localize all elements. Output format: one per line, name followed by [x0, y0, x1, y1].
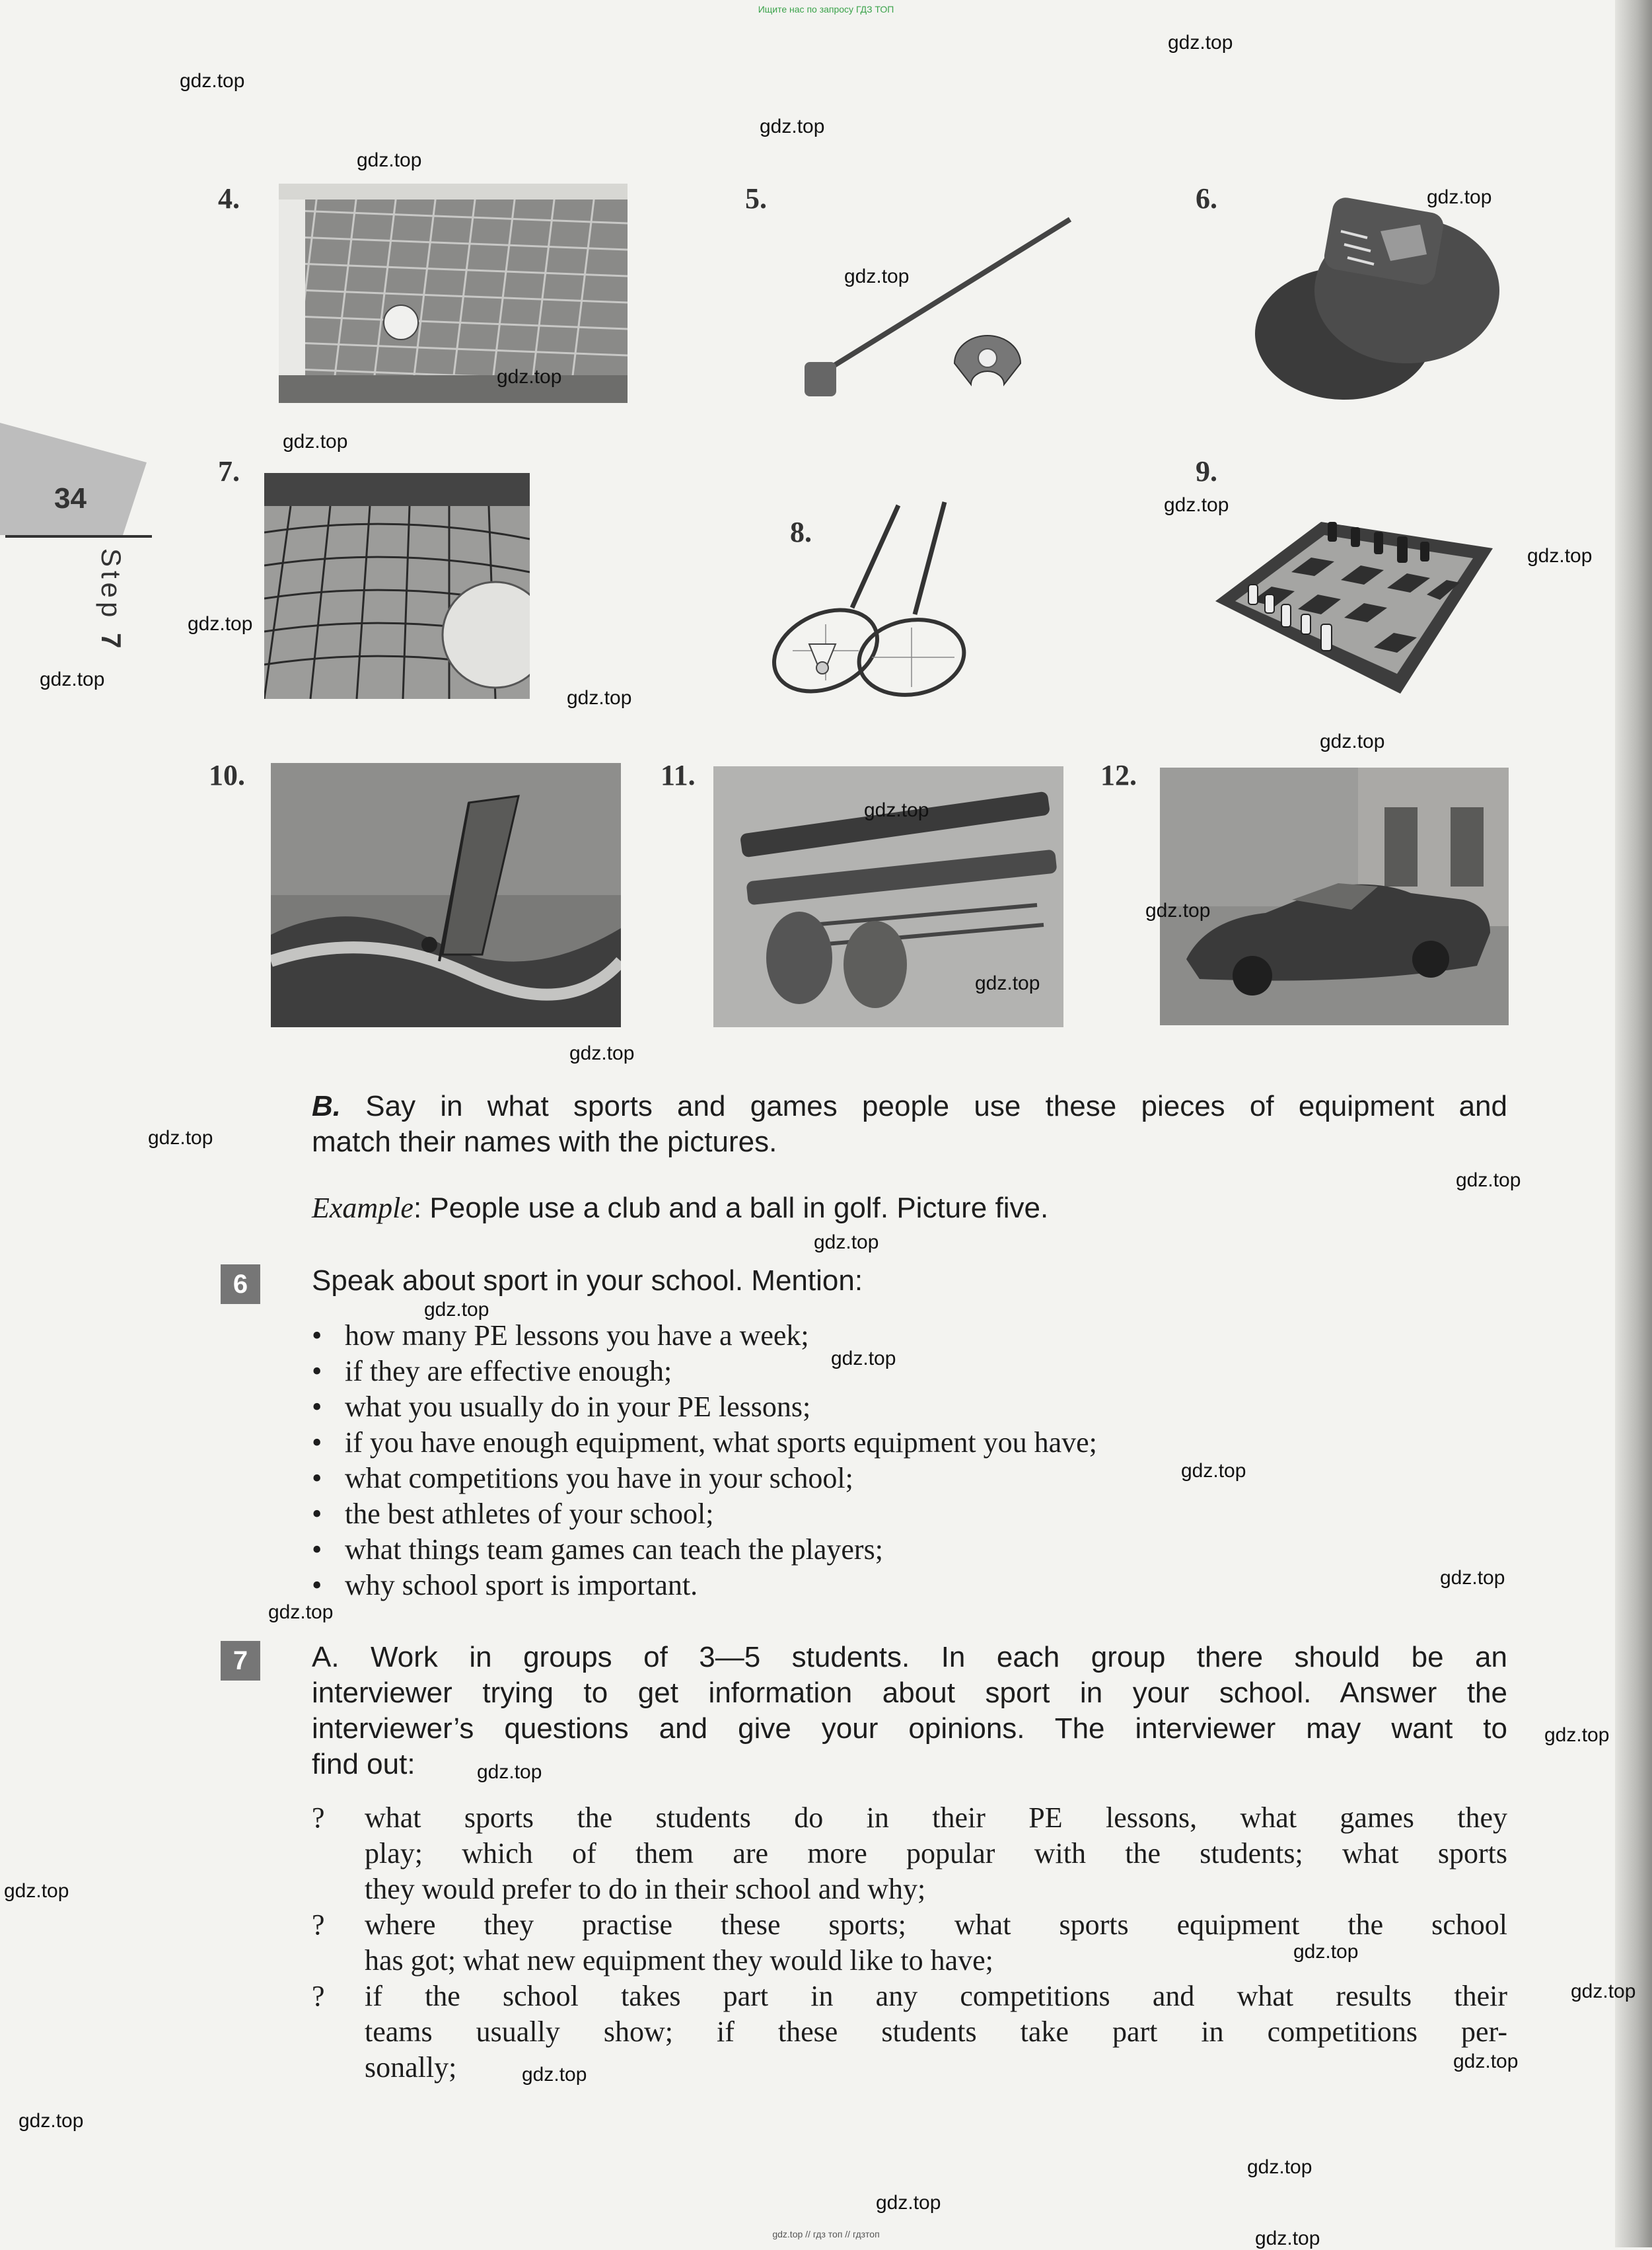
bullet-icon: • [312, 1319, 322, 1352]
task-b-line-1 [312, 1089, 1507, 1124]
watermark-text: gdz.top [148, 1127, 213, 1149]
bullet-icon: • [312, 1462, 322, 1494]
example-label: Example [312, 1192, 413, 1224]
exercise-7-number: 7 [221, 1641, 260, 1681]
watermark-text: gdz.top [864, 799, 929, 821]
question-mark-icon: ? [312, 1980, 325, 2012]
picture-goal-net [279, 184, 628, 403]
bullet-icon: • [312, 1355, 322, 1387]
picture-golf-club [793, 211, 1083, 403]
exercise-6-item-text: why school sport is important. [345, 1569, 698, 1601]
watermark-text: gdz.top [357, 149, 422, 171]
picture-number-5: 5. [745, 182, 767, 215]
watermark-text: gdz.top [569, 1042, 635, 1064]
exercise-6-item-text: what things team games can teach the players; [345, 1533, 883, 1566]
watermark-text: gdz.top [18, 2110, 84, 2132]
watermark-text: gdz.top [975, 972, 1040, 994]
exercise-6-item-text: what you usually do in your PE lessons; [345, 1391, 811, 1423]
picture-racing-car [1160, 768, 1509, 1025]
task-b-label: B. [312, 1090, 341, 1122]
bullet-icon: • [312, 1569, 322, 1601]
search-note: Ищите нас по запросу ГДЗ ТОП [758, 4, 894, 15]
watermark-text: gdz.top [40, 669, 105, 690]
step-word: Step [96, 548, 127, 622]
watermark-text: gdz.top [1456, 1169, 1521, 1191]
exercise-6-item-text: the best athletes of your school; [345, 1498, 714, 1530]
watermark-text: gdz.top [1255, 2228, 1320, 2249]
bullet-icon: • [312, 1426, 322, 1459]
page-edge-shadow [1615, 0, 1652, 2247]
exercise-7-question [312, 1978, 1507, 2086]
page-number: 34 [54, 482, 87, 515]
exercise-6-item [312, 1568, 1514, 1603]
bullet-icon: • [312, 1533, 322, 1566]
exercise-6-item [312, 1425, 1514, 1461]
picture-badminton-rackets [746, 492, 1037, 697]
picture-number-11: 11. [661, 759, 696, 791]
watermark-text: gdz.top [1440, 1567, 1505, 1589]
watermark-text: gdz.top [844, 266, 910, 287]
watermark-text: gdz.top [567, 687, 632, 709]
watermark-text: gdz.top [283, 431, 348, 453]
exercise-6-item [312, 1318, 1514, 1354]
exercise-6-item [312, 1389, 1514, 1425]
question-mark-icon: ? [312, 1801, 325, 1834]
task-b-line-2: match their names with the pictures. [312, 1126, 777, 1158]
exercise-7-line-2: interviewer trying to get information about sport in your school. Answer the [312, 1677, 1507, 1709]
picture-volleyball-net [264, 473, 530, 699]
picture-number-6: 6. [1196, 182, 1217, 215]
watermark-text: gdz.top [1145, 900, 1211, 922]
picture-windsurfing [271, 763, 621, 1027]
watermark-text: gdz.top [424, 1299, 489, 1321]
watermark-text: gdz.top [876, 2192, 941, 2214]
picture-number-8: 8. [790, 516, 812, 548]
watermark-text: gdz.top [188, 613, 253, 635]
exercise-6-intro: Speak about sport in your school. Mention: [312, 1264, 863, 1297]
picture-number-7: 7. [218, 455, 240, 488]
watermark-text: gdz.top [814, 1231, 879, 1253]
watermark-text: gdz.top [760, 116, 825, 137]
picture-number-9: 9. [1196, 455, 1217, 488]
picture-chessboard [1202, 495, 1506, 700]
task-b-example [312, 1190, 1507, 1226]
exercise-7-question [312, 1800, 1507, 1907]
exercise-7-question-line: sonally; [365, 2051, 457, 2084]
picture-boxing-gloves [1229, 192, 1506, 410]
step-side-tab [0, 423, 152, 766]
watermark-text: gdz.top [1527, 545, 1593, 567]
question-mark-icon: ? [312, 1908, 325, 1941]
footer-note: gdz.top // гдз топ // гдзтоп [772, 2229, 880, 2239]
exercise-7-question-line: has got; what new equipment they would like to have; [365, 1944, 993, 1977]
task-b-text-1: Say in what sports and games people use these pieces of equipment and [365, 1090, 1507, 1122]
watermark-text: gdz.top [1164, 494, 1229, 516]
watermark-text: gdz.top [1453, 2050, 1519, 2072]
watermark-text: gdz.top [4, 1880, 69, 1902]
picture-number-10: 10. [209, 759, 245, 791]
watermark-text: gdz.top [497, 366, 562, 388]
exercise-7-line-4: find out: [312, 1748, 415, 1780]
example-text: : People use a club and a ball in golf. Picture five. [413, 1192, 1049, 1224]
watermark-text: gdz.top [268, 1601, 334, 1623]
exercise-6-item [312, 1496, 1514, 1532]
step-label [87, 548, 127, 661]
exercise-6-item-text: if you have enough equipment, what sports equipment you have; [345, 1426, 1097, 1459]
exercise-6-item [312, 1354, 1514, 1389]
bullet-icon: • [312, 1498, 322, 1530]
watermark-text: gdz.top [831, 1348, 896, 1369]
exercise-6-item-text: if they are effective enough; [345, 1355, 672, 1387]
watermark-text: gdz.top [1544, 1724, 1610, 1746]
exercise-6-item [312, 1461, 1514, 1496]
exercise-7-question-line: play; which of them are more popular with the students; what sports [365, 1837, 1507, 1869]
watermark-text: gdz.top [1571, 1980, 1636, 2002]
exercise-6-number: 6 [221, 1264, 260, 1304]
watermark-text: gdz.top [522, 2064, 587, 2086]
exercise-6-item [312, 1532, 1514, 1568]
exercise-7-question-line: what sports the students do in their PE lessons, what games they [365, 1801, 1507, 1834]
exercise-6-item-text: how many PE lessons you have a week; [345, 1319, 809, 1352]
exercise-7-line-3: interviewer’s questions and give your opinions. The interviewer may want to [312, 1712, 1507, 1745]
watermark-text: gdz.top [477, 1761, 542, 1783]
watermark-text: gdz.top [1181, 1460, 1246, 1482]
watermark-text: gdz.top [1293, 1941, 1359, 1963]
exercise-7-line-1: A. Work in groups of 3—5 students. In each group there should be an [312, 1641, 1507, 1673]
watermark-text: gdz.top [1247, 2156, 1312, 2178]
watermark-text: gdz.top [1320, 731, 1385, 752]
exercise-7-question-line: they would prefer to do in their school and why; [365, 1873, 926, 1905]
bullet-icon: • [312, 1391, 322, 1423]
watermark-text: gdz.top [1168, 32, 1233, 54]
exercise-7-question-line: if the school takes part in any competitions and what results their [365, 1980, 1507, 2012]
picture-number-4: 4. [218, 182, 240, 215]
exercise-6-item-text: what competitions you have in your school; [345, 1462, 853, 1494]
watermark-text: gdz.top [180, 70, 245, 92]
exercise-7-question-line: where they practise these sports; what sports equipment the school [365, 1908, 1507, 1941]
step-number: 7 [96, 633, 127, 653]
watermark-text: gdz.top [1427, 186, 1492, 208]
picture-number-12: 12. [1100, 759, 1137, 791]
exercise-7-question-line: teams usually show; if these students take part in competitions per- [365, 2015, 1507, 2048]
